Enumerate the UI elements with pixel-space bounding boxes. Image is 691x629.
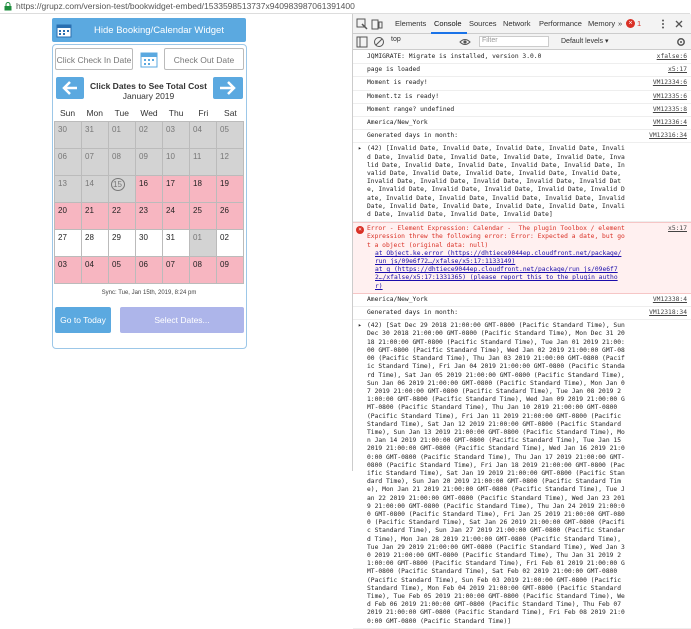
calendar-day[interactable]	[82, 203, 109, 230]
calendar-day[interactable]	[190, 230, 217, 257]
console-log-entry	[353, 130, 691, 143]
tab-memory[interactable]: Memory	[588, 19, 616, 28]
source-link[interactable]: x5:17	[668, 225, 687, 233]
day-number: 16	[139, 179, 148, 188]
day-number: 21	[85, 206, 94, 215]
calendar-day[interactable]	[163, 230, 190, 257]
console-log-entry	[353, 64, 691, 77]
stack-trace-link[interactable]: at g (https://dhtiece9044ep.cloudfront.net/package/run_js/09e6f72…/xfalse/x5:17:1331365) (please report this to the plugin author)	[375, 266, 618, 290]
lock-icon	[4, 2, 12, 11]
device-toolbar-icon[interactable]	[371, 18, 383, 30]
calendar-day[interactable]	[136, 122, 163, 149]
calendar-day-today[interactable]	[109, 176, 136, 203]
arrow-right-icon	[218, 80, 238, 96]
console-log-entry	[353, 307, 691, 320]
calendar-day[interactable]	[136, 230, 163, 257]
calendar-day[interactable]	[190, 149, 217, 176]
settings-gear-icon[interactable]	[675, 36, 687, 48]
day-number: 14	[85, 179, 94, 188]
log-levels-dropdown[interactable]: Default levels ▾	[561, 38, 609, 45]
calendar-icon	[56, 22, 72, 38]
source-link[interactable]: x5:17	[668, 66, 687, 74]
day-number: 15	[113, 180, 122, 189]
calendar-day[interactable]	[55, 257, 82, 284]
day-number: 04	[85, 260, 94, 269]
calendar-grid	[54, 121, 244, 284]
source-link[interactable]: VM12318:34	[649, 309, 687, 317]
filter-input[interactable]: Filter	[479, 36, 549, 47]
calendar-day[interactable]	[217, 149, 244, 176]
weekday-label: Fri	[198, 108, 209, 118]
day-number: 30	[139, 233, 148, 242]
calendar-day[interactable]	[109, 230, 136, 257]
day-number: 18	[193, 179, 202, 188]
calendar-day[interactable]	[217, 230, 244, 257]
day-number: 01	[112, 125, 121, 134]
tab-console[interactable]: Console	[434, 19, 462, 28]
day-number: 03	[166, 125, 175, 134]
day-number: 10	[166, 152, 175, 161]
more-tabs-button[interactable]: »	[618, 19, 623, 28]
console-log-entry	[353, 117, 691, 130]
log-message[interactable]: (42) [Invalid Date, Invalid Date, Invalid Date, Invalid Date, Invalid Date, Invalid Date, Invalid Date, Invalid Date, Invalid Date, Invalid Date, Invalid Date, Invalid Date, Invalid Date, Invalid Date, Invalid Date, Invalid Date, Invalid Date, Invalid Date, Invalid Date, Invalid Date, Invalid Date, Invalid Date, Invalid Date, Invalid Date, Invalid Date, Invalid Date, Invalid Date, Invalid Date, Invalid Date, Invalid Date, Invalid Date, Invalid Date, Invalid Date, Invalid Date, Invalid Date, Invalid Date, Invalid Date, Invalid Date, Invalid Date, Invalid Date, Invalid Date, Invalid Date]	[367, 145, 629, 219]
console-log-entry	[353, 77, 691, 90]
console-log-entry	[353, 104, 691, 117]
source-link[interactable]: VM12334:6	[652, 79, 687, 87]
day-number: 27	[58, 233, 67, 242]
calendar-day[interactable]	[55, 230, 82, 257]
hide-widget-label: Hide Booking/Calendar Widget	[94, 25, 224, 36]
day-number: 22	[112, 206, 121, 215]
day-number: 24	[166, 206, 175, 215]
day-number: 05	[220, 125, 229, 134]
next-month-button[interactable]	[213, 77, 243, 99]
day-number: 03	[58, 260, 67, 269]
console-log-entry	[353, 294, 691, 307]
go-to-today-button[interactable]: Go to Today	[55, 307, 111, 333]
log-message: Moment is ready!	[367, 79, 428, 87]
sidebar-toggle-icon[interactable]	[356, 36, 368, 48]
calendar-day[interactable]	[109, 257, 136, 284]
calendar-day[interactable]	[190, 203, 217, 230]
calendar-day[interactable]	[55, 203, 82, 230]
day-number: 04	[193, 125, 202, 134]
day-number: 29	[112, 233, 121, 242]
eye-icon[interactable]	[459, 36, 471, 48]
calendar-day[interactable]	[163, 149, 190, 176]
calendar-day[interactable]	[55, 149, 82, 176]
console-log-entry	[353, 143, 691, 222]
log-message: JQMIGRATE: Migrate is installed, version 3.0.0	[367, 53, 542, 60]
calendar-day[interactable]	[217, 257, 244, 284]
calendar-day[interactable]	[163, 122, 190, 149]
day-number: 31	[166, 233, 175, 242]
calendar-title: Click Dates to See Total Cost	[90, 81, 207, 91]
source-link[interactable]: xfalse:6	[656, 53, 687, 60]
error-count: 1	[637, 19, 642, 28]
calendar-day[interactable]	[82, 230, 109, 257]
calendar-day[interactable]	[190, 176, 217, 203]
calendar-day[interactable]	[55, 122, 82, 149]
calendar-day[interactable]	[190, 257, 217, 284]
calendar-day[interactable]	[109, 149, 136, 176]
weekday-label: Wed	[140, 108, 158, 118]
weekday-header	[54, 108, 244, 118]
tab-performance[interactable]: Performance	[539, 19, 582, 28]
sync-status: Sync: Tue, Jan 15th, 2019, 8:24 pm	[101, 290, 197, 296]
tab-network[interactable]: Network	[503, 19, 531, 28]
log-message: Generated days in month:	[367, 309, 458, 317]
calendar-day[interactable]	[136, 176, 163, 203]
arrow-left-icon	[61, 80, 79, 96]
source-link[interactable]: VM12335:6	[652, 92, 687, 100]
day-number: 09	[220, 260, 229, 269]
day-number: 08	[112, 152, 121, 161]
devtools-panel	[352, 14, 690, 625]
calendar-day[interactable]	[136, 257, 163, 284]
day-number: 23	[139, 206, 148, 215]
stack-trace-link[interactable]: at Object.ke.error (https://dhtiece9044ep.cloudfront.net/package/run_js/09e6f72…/xfalse/x5:17:1133149)	[375, 249, 622, 266]
log-message: Moment range? undefined	[367, 105, 455, 113]
expand-caret-icon[interactable]: ▸	[358, 322, 362, 330]
error-icon: ×	[356, 226, 364, 234]
tab-elements[interactable]: Elements	[395, 19, 427, 28]
day-number: 06	[58, 152, 67, 161]
console-error-entry	[353, 222, 691, 294]
source-link[interactable]: VM12316:34	[649, 132, 687, 140]
check-in-field[interactable]: Click Check In Date	[55, 48, 133, 70]
calendar-day[interactable]	[217, 122, 244, 149]
expand-caret-icon[interactable]: ▸	[358, 145, 362, 153]
calendar-day[interactable]	[163, 176, 190, 203]
day-number: 25	[193, 206, 202, 215]
calendar-day[interactable]	[109, 122, 136, 149]
calendar-day[interactable]	[109, 203, 136, 230]
day-number: 02	[139, 125, 148, 134]
source-link[interactable]: VM12338:4	[652, 295, 687, 303]
calendar-day[interactable]	[163, 257, 190, 284]
day-number: 20	[58, 206, 67, 215]
log-message: Generated days in month:	[367, 132, 458, 140]
tab-sources[interactable]: Sources	[469, 19, 497, 28]
log-message: America/New_York	[367, 295, 428, 303]
day-number: 13	[58, 179, 67, 188]
month-label: January 2019	[122, 91, 175, 101]
more-options-icon[interactable]	[657, 18, 669, 30]
calendar-day[interactable]	[136, 149, 163, 176]
day-number: 12	[220, 152, 229, 161]
inspect-icon[interactable]	[356, 18, 368, 30]
error-icon: ×	[626, 19, 635, 28]
day-number: 17	[166, 179, 175, 188]
prev-month-button[interactable]	[56, 77, 84, 99]
calendar-day[interactable]	[217, 203, 244, 230]
weekday-label: Mon	[86, 108, 103, 118]
calendar-day[interactable]	[82, 176, 109, 203]
calendar-day[interactable]	[190, 122, 217, 149]
source-link[interactable]: VM12336:4	[652, 119, 687, 127]
hide-widget-button[interactable]	[52, 18, 246, 42]
day-number: 07	[85, 152, 94, 161]
clear-console-icon[interactable]	[373, 36, 385, 48]
calendar-day[interactable]	[82, 149, 109, 176]
error-count-badge[interactable]	[626, 18, 654, 30]
calendar-icon	[140, 50, 158, 68]
console-log-entry	[353, 51, 691, 64]
address-bar[interactable]	[0, 0, 690, 14]
console-log-entry	[353, 91, 691, 104]
day-number: 09	[139, 152, 148, 161]
weekday-label: Tue	[114, 108, 130, 118]
calendar-day[interactable]	[82, 122, 109, 149]
calendar-day[interactable]	[136, 203, 163, 230]
log-message[interactable]: (42) [Sat Dec 29 2018 21:00:00 GMT-0800 (Pacific Standard Time), Sun Dec 30 2018 21:00:00 GMT-0800 (Pacific Standard Time), Mon Dec 31 2018 21:00:00 GMT-0800 (Pacific Standard Time), Tue Jan 01 2019 21:00:00 GMT-0800 (Pacific Standard Time), Wed Jan 02 2019 21:00:00 GMT-0800 (Pacific Standard Time), Thu Jan 03 2019 21:00:00 GMT-0800 (Pacific Standard Time), Fri Jan 04 2019 21:00:00 GMT-0800 (Pacific Standard Time), Sat Jan 05 2019 21:00:00 GMT-0800 (Pacific Standard Time), Sun Jan 06 2019 21:00:00 GMT-0800 (Pacific Standard Time), Mon Jan 07 2019 21:00:00 GMT-0800 (Pacific Standard Time), Tue Jan 08 2019 21:00:00 GMT-0800 (Pacific Standard Time), Wed Jan 09 2019 21:00:00 GMT-0800 (Pacific Standard Time), Thu Jan 10 2019 21:00:00 GMT-0800 (Pacific Standard Time), Fri Jan 11 2019 21:00:00 GMT-0800 (Pacific Standard Time), Sat Jan 12 2019 21:00:00 GMT-0800 (Pacific Standard Time), Sun Jan 13 2019 21:00:00 GMT-0800 (Pacific Standard Time), Mon Jan 14 2019 21:00:00 GMT-0800 (Pacific Standard Time), Tue Jan 15 2019 21:00:00 GMT-0800 (Pacific Standard Time), Wed Jan 16 2019 21:00:00 GMT-0800 (Pacific Standard Time), Thu Jan 17 2019 21:00:00 GMT-0800 (Pacific Standard Time), Fri Jan 18 2019 21:00:00 GMT-0800 (Pacific Standard Time), Sat Jan 19 2019 21:00:00 GMT-0800 (Pacific Standard Time), Sun Jan 20 2019 21:00:00 GMT-0800 (Pacific Standard Time), Mon Jan 21 2019 21:00:00 GMT-0800 (Pacific Standard Time), Tue Jan 22 2019 21:00:00 GMT-0800 (Pacific Standard Time), Wed Jan 23 2019 21:00:00 GMT-0800 (Pacific Standard Time), Thu Jan 24 2019 21:00:00 GMT-0800 (Pacific Standard Time), Fri Jan 25 2019 21:00:00 GMT-0800 (Pacific Standard Time), Sat Jan 26 2019 21:00:00 GMT-0800 (Pacific Standard Time), Sun Jan 27 2019 21:00:00 GMT-0800 (Pacific Standard Time), Mon Jan 28 2019 21:00:00 GMT-0800 (Pacific Standard Time), Tue Jan 29 2019 21:00:00 GMT-0800 (Pacific Standard Time), Wed Jan 30 2019 21:00:00 GMT-0800 (Pacific Standard Time), Thu Jan 31 2019 21:00:00 GMT-0800 (Pacific Standard Time), Fri Feb 01 2019 21:00:00 GMT-0800 (Pacific Standard Time), Sat Feb 02 2019 21:00:00 GMT-0800 (Pacific Standard Time), Sun Feb 03 2019 21:00:00 GMT-0800 (Pacific Standard Time), Mon Feb 04 2019 21:00:00 GMT-0800 (Pacific Standard Time), Tue Feb 05 2019 21:00:00 GMT-0800 (Pacific Standard Time), Wed Feb 06 2019 21:00:00 GMT-0800 (Pacific Standard Time), Thu Feb 07 2019 21:00:00 GMT-0800 (Pacific Standard Time), Fri Feb 08 2019 21:00:00 GMT-0800 (Pacific Standard Time)]	[367, 322, 629, 625]
day-number: 07	[166, 260, 175, 269]
devtools-tabbar	[353, 14, 691, 34]
day-number: 06	[139, 260, 148, 269]
console-log-entry	[353, 320, 691, 629]
calendar-day[interactable]	[55, 176, 82, 203]
day-number: 02	[220, 233, 229, 242]
log-message: page is loaded	[367, 66, 421, 74]
day-number: 11	[193, 152, 202, 161]
day-number: 19	[220, 179, 229, 188]
calendar-day[interactable]	[82, 257, 109, 284]
day-number: 08	[193, 260, 202, 269]
context-select[interactable]: top	[391, 36, 401, 43]
day-number: 28	[85, 233, 94, 242]
calendar-panel	[52, 44, 247, 349]
day-number: 26	[220, 206, 229, 215]
calendar-day[interactable]	[163, 203, 190, 230]
weekday-label: Thu	[168, 108, 184, 118]
day-number: 31	[85, 125, 94, 134]
calendar-day[interactable]	[217, 176, 244, 203]
log-message: Moment.tz is ready!	[367, 92, 440, 100]
close-icon[interactable]	[673, 18, 685, 30]
booking-widget	[50, 16, 250, 336]
console-toolbar	[353, 34, 691, 50]
day-number: 05	[112, 260, 121, 269]
calendar-header	[86, 81, 211, 101]
day-number: 30	[58, 125, 67, 134]
select-dates-button[interactable]: Select Dates...	[120, 307, 244, 333]
weekday-label: Sun	[60, 108, 76, 118]
url-text[interactable]: https://grupz.com/version-test/bookwidget-embed/1533598513737x940983987061391400	[16, 1, 355, 11]
check-out-field[interactable]: Check Out Date	[164, 48, 244, 70]
day-number: 01	[193, 233, 202, 242]
console-output	[353, 51, 691, 625]
log-message: Error - Element Expression: Calendar - The plugin Toolbox / element Expression threw the following error: Error: Expected a date, but got a object (original data: null)	[367, 225, 629, 249]
weekday-label: Sat	[224, 108, 237, 118]
source-link[interactable]: VM12335:8	[652, 105, 687, 113]
log-message: America/New_York	[367, 119, 428, 127]
